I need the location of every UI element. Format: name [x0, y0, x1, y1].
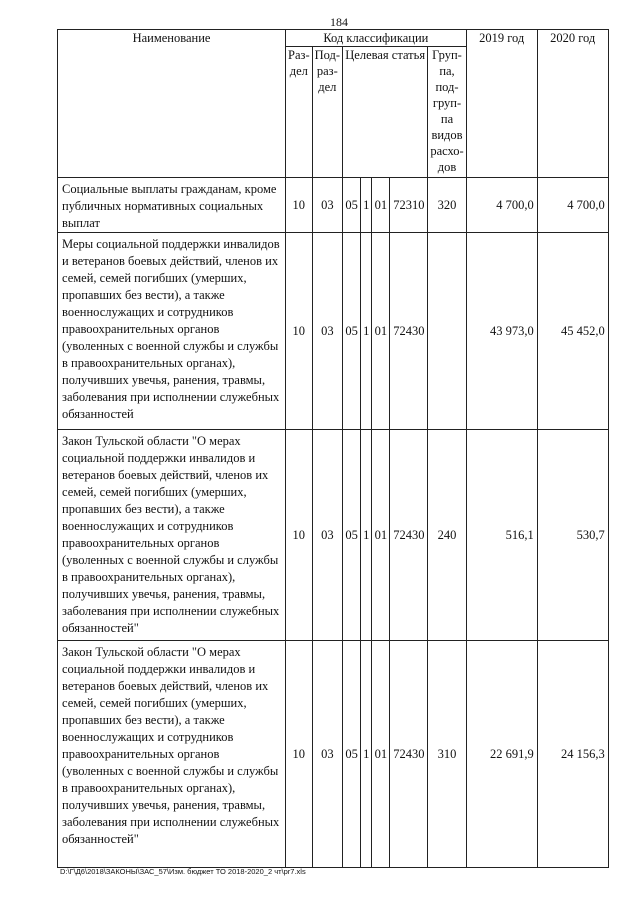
row-subsection: 03 — [312, 178, 342, 233]
row-target-part-4: 72310 — [390, 178, 428, 233]
table-row — [58, 430, 609, 641]
header-name: Наименование — [58, 30, 286, 178]
row-target-part-3: 01 — [372, 233, 390, 430]
row-target-part-2: 1 — [361, 178, 372, 233]
row-target-part-4: 72430 — [390, 233, 428, 430]
row-name: Закон Тульской области "О мерах социальной поддержки инвалидов и ветеранов боевых действий, членов их семей, семей погибших (умерших, пропавших без вести), а также военнослужащих и сотрудников правоохранительных органов (уволенных с военной службы и службы в правоохранительных органах), получивших увечья, ранения, травмы, заболевания при исполнении служебных обязанностей" — [58, 430, 286, 641]
table-row — [58, 641, 609, 868]
row-target-part-1: 05 — [343, 233, 361, 430]
row-target-part-1: 05 — [343, 430, 361, 641]
row-section: 10 — [286, 641, 313, 868]
header-target-item: Целевая статья — [343, 47, 428, 178]
row-value-2020: 24 156,3 — [537, 641, 608, 868]
header-classification-code: Код классификации — [286, 30, 467, 47]
row-section: 10 — [286, 430, 313, 641]
row-section: 10 — [286, 233, 313, 430]
row-target-part-4: 72430 — [390, 430, 428, 641]
row-section: 10 — [286, 178, 313, 233]
row-subsection: 03 — [312, 233, 342, 430]
row-target-part-1: 05 — [343, 178, 361, 233]
row-target-part-3: 01 — [372, 178, 390, 233]
row-target-part-2: 1 — [361, 430, 372, 641]
budget-table — [57, 29, 609, 868]
table-row — [58, 178, 609, 233]
row-expense-group: 240 — [428, 430, 466, 641]
row-target-part-2: 1 — [361, 641, 372, 868]
header-expense-group: Груп- па, под- груп- па видов расхо- дов — [428, 47, 466, 178]
header-section: Раз- дел — [286, 47, 313, 178]
row-value-2019: 22 691,9 — [466, 641, 537, 868]
row-target-part-1: 05 — [343, 641, 361, 868]
row-value-2020: 45 452,0 — [537, 233, 608, 430]
row-subsection: 03 — [312, 641, 342, 868]
header-subsection: Под- раз- дел — [312, 47, 342, 178]
row-expense-group — [428, 233, 466, 430]
row-value-2019: 516,1 — [466, 430, 537, 641]
row-expense-group: 320 — [428, 178, 466, 233]
row-target-part-3: 01 — [372, 430, 390, 641]
header-year-2020: 2020 год — [537, 30, 608, 178]
row-name: Меры социальной поддержки инвалидов и ветеранов боевых действий, членов их семей, семей погибших (умерших, пропавших без вести), а также военнослужащих и сотрудников правоохранительных органов (уволенных с военной службы и службы в правоохранительных органах), получивших увечья, ранения, травмы, заболевания при исполнении служебных обязанностей — [58, 233, 286, 430]
row-name: Социальные выплаты гражданам, кроме публичных нормативных социальных выплат — [58, 178, 286, 233]
page-number: 184 — [330, 15, 348, 29]
row-subsection: 03 — [312, 430, 342, 641]
row-value-2019: 4 700,0 — [466, 178, 537, 233]
header-year-2019: 2019 год — [466, 30, 537, 178]
row-expense-group: 310 — [428, 641, 466, 868]
row-target-part-3: 01 — [372, 641, 390, 868]
row-value-2020: 4 700,0 — [537, 178, 608, 233]
row-value-2019: 43 973,0 — [466, 233, 537, 430]
row-name: Закон Тульской области "О мерах социальной поддержки инвалидов и ветеранов боевых действий, членов их семей, семей погибших (умерших, пропавших без вести), а также военнослужащих и сотрудников правоохранительных органов (уволенных с военной службы и службы в правоохранительных органах), получивших увечья, ранения, травмы, заболевания при исполнении служебных обязанностей" — [58, 641, 286, 868]
row-target-part-2: 1 — [361, 233, 372, 430]
footer-file-path: D:\Г\Д6\2018\ЗАКОНЫ\ЗАС_57\Изм. бюджет ТО 2018-2020_2 чт\pr7.xls — [60, 867, 306, 876]
table-row — [58, 233, 609, 430]
row-target-part-4: 72430 — [390, 641, 428, 868]
row-value-2020: 530,7 — [537, 430, 608, 641]
